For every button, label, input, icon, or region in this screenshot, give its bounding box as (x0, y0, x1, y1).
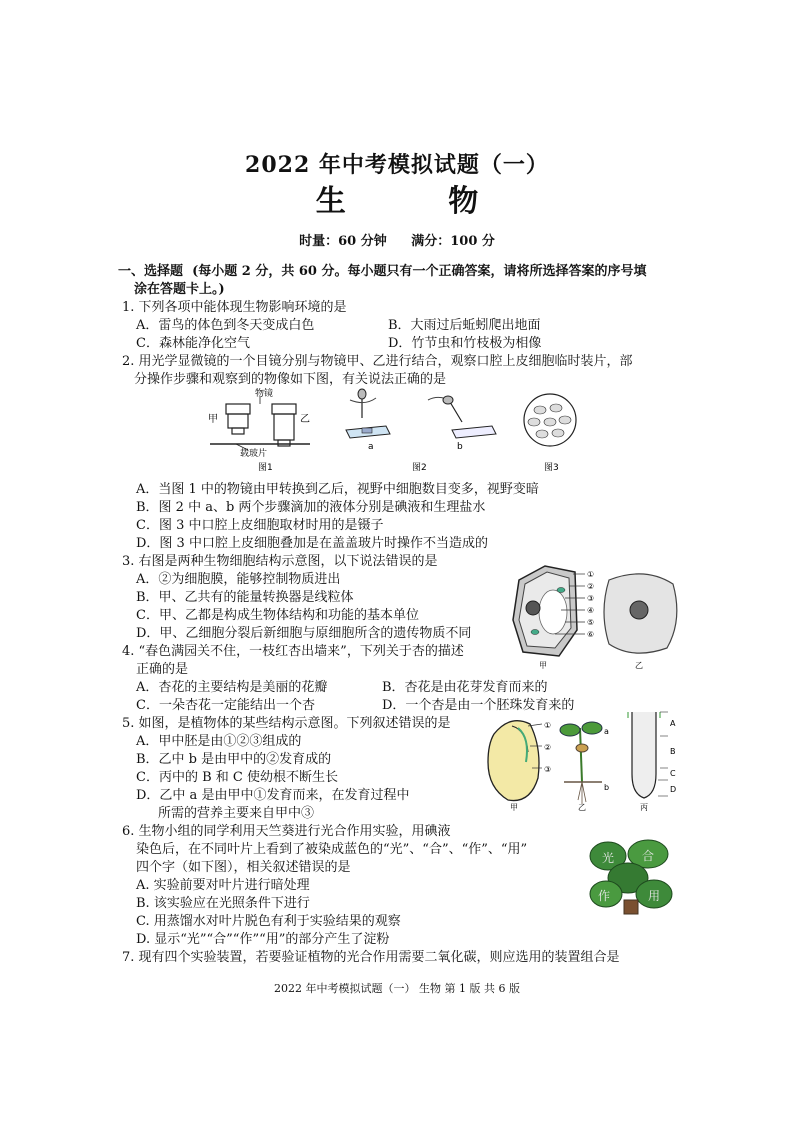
label-jia: 甲 (208, 414, 218, 425)
question-stem: 4. “春色满园关不住，一枝红杏出墙来”，下列关于杏的描述 (122, 644, 464, 659)
option: C．丙中的 B 和 C 使幼根不断生长 (136, 770, 338, 785)
subject-title: 生 物 (315, 184, 525, 219)
label-bing: 丙 (640, 803, 648, 812)
question-stem: 1. 下列各项中能体现生物影响环境的是 (122, 300, 347, 315)
exam-meta (0, 230, 794, 249)
zone-letter: D (670, 785, 677, 794)
label-jia: 甲 (510, 803, 518, 812)
question-stem: 正确的是 (136, 662, 189, 677)
dropper-step-a (346, 389, 390, 438)
zone-letter: C (670, 769, 676, 778)
label-b: b (604, 783, 610, 792)
option: A．雷鸟的体色到冬天变成白色 (136, 318, 315, 333)
label-b: b (457, 442, 463, 452)
option: C．甲、乙都是构成生物体结构和功能的基本单位 (136, 608, 419, 623)
objective-lenses (210, 396, 310, 450)
option-continued: 所需的营养主要来自甲中③ (158, 806, 315, 821)
label-jia: 甲 (539, 661, 547, 670)
root-tip-diagram (628, 712, 668, 798)
label-a: a (368, 442, 374, 452)
leaf-char: 作 (598, 889, 611, 903)
cell-num: ① (587, 570, 595, 579)
option: B．杏花是由花芽发育而来的 (382, 680, 548, 695)
caption-fig3: 图3 (544, 463, 559, 473)
option: A. 实验前要对叶片进行暗处理 (136, 878, 310, 893)
label-yi: 乙 (578, 803, 586, 812)
option: D．乙中 a 是由甲中①发育而来，在发育过程中 (136, 788, 410, 803)
option: D．甲、乙细胞分裂后新细胞与原细胞所含的遗传物质不同 (136, 626, 472, 641)
section-heading: 一、选择题 (每小题 2 分，共 60 分。每小题只有一个正确答案，请将所选择答案的序号填 (118, 264, 647, 279)
option: D．一个杏是由一个胚珠发育来的 (382, 698, 575, 713)
option: B．图 2 中 a、b 两个步骤滴加的液体分别是碘液和生理盐水 (136, 500, 486, 515)
option: B．甲、乙共有的能量转换器是线粒体 (136, 590, 354, 605)
option: C．一朵杏花一定能结出一个杏 (136, 698, 315, 713)
option: A．当图 1 中的物镜由甲转换到乙后，视野中细胞数目变多，视野变暗 (136, 482, 539, 497)
option: B．大雨过后蚯蚓爬出地面 (388, 318, 541, 333)
question-stem: 5. 如图，是植物体的某些结构示意图。下列叙述错误的是 (122, 716, 451, 731)
page-footer: 2022 年中考模拟试题（一） 生物 第 1 版 共 6 版 (274, 982, 520, 995)
plant-cell (513, 566, 577, 656)
option: C. 用蒸馏水对叶片脱色有利于实验结果的观察 (136, 914, 401, 929)
cell-num: ③ (587, 594, 595, 603)
dropper-step-b (428, 396, 496, 438)
option: B. 该实验应在光照条件下进行 (136, 896, 310, 911)
option: D．竹节虫和竹枝极为相像 (388, 336, 542, 351)
zone-letter: B (670, 747, 676, 756)
caption-fig1: 图1 (258, 463, 273, 473)
cell-num: ⑤ (587, 618, 595, 627)
option: B．乙中 b 是由甲中的②发育成的 (136, 752, 332, 767)
plant-structure-figures (482, 708, 682, 812)
option: C．图 3 中口腔上皮细胞取材时用的是镊子 (136, 518, 384, 533)
cell-diagrams (505, 560, 685, 672)
question-stem: 3. 右图是两种生物细胞结构示意图，以下说法错误的是 (122, 554, 438, 569)
question-stem: 四个字（如下图），相关叙述错误的是 (136, 860, 351, 875)
option: D．图 3 中口腔上皮细胞叠加是在盖盖玻片时操作不当造成的 (136, 536, 488, 551)
microscope-figures (200, 386, 590, 474)
cell-num: ② (587, 582, 595, 591)
question-stem: 7. 现有四个实验装置，若要验证植物的光合作用需要二氧化碳，则应选用的装置组合是 (122, 950, 620, 965)
geranium-leaves-figure (588, 836, 680, 916)
seedling-diagram (560, 722, 602, 804)
label-yi: 乙 (635, 661, 643, 670)
option: A．杏花的主要结构是美丽的花瓣 (136, 680, 328, 695)
option: C．森林能净化空气 (136, 336, 250, 351)
time-limit: 时量：60 分钟 (299, 234, 387, 249)
exam-title: 2022 年中考模拟试题（一） (245, 152, 549, 178)
question-stem: 6. 生物小组的同学利用天竺葵进行光合作用实验，用碘液 (122, 824, 451, 839)
cell-num: ④ (587, 606, 595, 615)
option: A．②为细胞膜，能够控制物质进出 (136, 572, 341, 587)
option: D. 显示“光”“合”“作”“用”的部分产生了淀粉 (136, 932, 390, 947)
label-a: a (604, 727, 609, 736)
seed-num: ① (544, 721, 552, 730)
full-score: 满分：100 分 (411, 234, 495, 249)
microscope-view (524, 394, 576, 446)
section-instructions: 涂在答题卡上。) (134, 282, 225, 297)
animal-cell (604, 574, 677, 653)
leaf-char: 合 (642, 849, 655, 863)
caption-fig2: 图2 (412, 463, 427, 473)
label-wujing: 物镜 (255, 389, 274, 399)
question-stem: 染色后，在不同叶片上看到了被染成蓝色的“光”、“合”、“作”、“用” (136, 842, 528, 857)
question-stem: 分操作步骤和观察到的物像如下图，有关说法正确的是 (134, 372, 447, 387)
seed-num: ③ (544, 765, 552, 774)
leaf-char: 用 (648, 889, 661, 903)
seed-num: ② (544, 743, 552, 752)
leaf-char: 光 (602, 851, 615, 865)
label-zaibopian: 载玻片 (240, 449, 268, 459)
label-yi: 乙 (300, 414, 310, 425)
option: A．甲中胚是由①②③组成的 (136, 734, 302, 749)
question-stem: 2. 用光学显微镜的一个目镜分别与物镜甲、乙进行结合，观察口腔上皮细胞临时装片，部 (122, 354, 633, 369)
seed-diagram (488, 721, 539, 801)
zone-letter: A (670, 719, 676, 728)
cell-num: ⑥ (587, 630, 595, 639)
